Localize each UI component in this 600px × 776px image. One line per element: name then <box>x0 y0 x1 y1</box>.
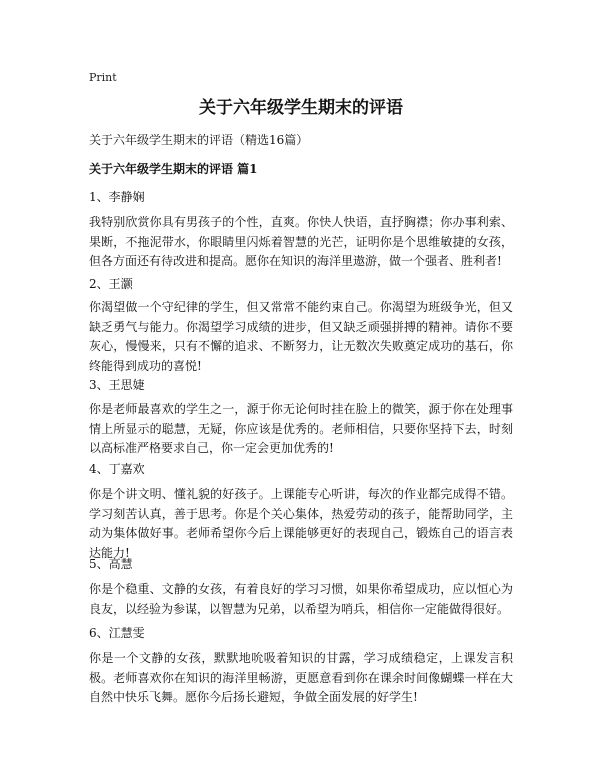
entry-name-6: 6、江慧雯 <box>89 626 145 640</box>
entry-text-4: 你是个讲文明、懂礼貌的好孩子。上课能专心听讲，每次的作业都完成得不错。学习刻苦认真，善于思考。你是个关心集体，热爱劳动的孩子，能帮助同学，主动为集体做好事。老师希望你今后上课能够更好的表现自己，锻炼自己的语言表达能力! <box>89 487 513 560</box>
document-subtitle: 关于六年级学生期末的评语（精选16篇） <box>89 133 309 147</box>
entry-name-2: 2、王灏 <box>89 277 133 291</box>
document-title: 关于六年级学生期末的评语 <box>199 98 403 118</box>
entry-name-3: 3、王思婕 <box>89 378 145 392</box>
entry-name-5: 5、高慧 <box>89 557 133 571</box>
entry-text-6: 你是一个文静的女孩，默默地吮吸着知识的甘露，学习成绩稳定，上课发言积极。老师喜欢你在知识的海洋里畅游，更愿意看到你在课余时间像蝴蝶一样在大自然中快乐飞舞。愿你今后扬长避短，争做全面发展的好学生! <box>89 651 513 704</box>
print-link[interactable]: Print <box>89 71 117 84</box>
entry-name-1: 1、李静娴 <box>89 190 145 204</box>
entry-text-2: 你渴望做一个守纪律的学生，但又常常不能约束自己。你渴望为班级争光，但又缺乏勇气与能力。你渴望学习成绩的进步，但又缺乏顽强拼搏的精神。请你不要灰心，慢慢来，只有不懈的追求、不断努力，让无数次失败奠定成功的基石，你终能得到成功的喜悦! <box>89 300 513 373</box>
entry-text-1: 我特别欣赏你具有男孩子的个性，直爽。你快人快语，直抒胸襟；你办事利索、果断，不拖泥带水，你眼睛里闪烁着智慧的光芒，证明你是个思维敏捷的女孩，但各方面还有待改进和提高。愿你在知识的海洋里遨游，做一个强者、胜利者! <box>89 215 513 268</box>
entry-text-3: 你是老师最喜欢的学生之一，源于你无论何时挂在脸上的微笑，源于你在处理事情上所显示的聪慧，无疑，你应该是优秀的。老师相信，只要你坚持下去，时刻以高标准严格要求自己，你一定会更加优秀的! <box>89 402 513 455</box>
entry-text-5: 你是个稳重、文静的女孩，有着良好的学习习惯，如果你希望成功，应以恒心为良友，以经验为参谋，以智慧为兄弟，以希望为哨兵，相信你一定能做得很好。 <box>89 582 513 616</box>
entry-name-4: 4、丁嘉欢 <box>89 462 145 476</box>
section-heading: 关于六年级学生期末的评语 篇1 <box>89 162 258 176</box>
